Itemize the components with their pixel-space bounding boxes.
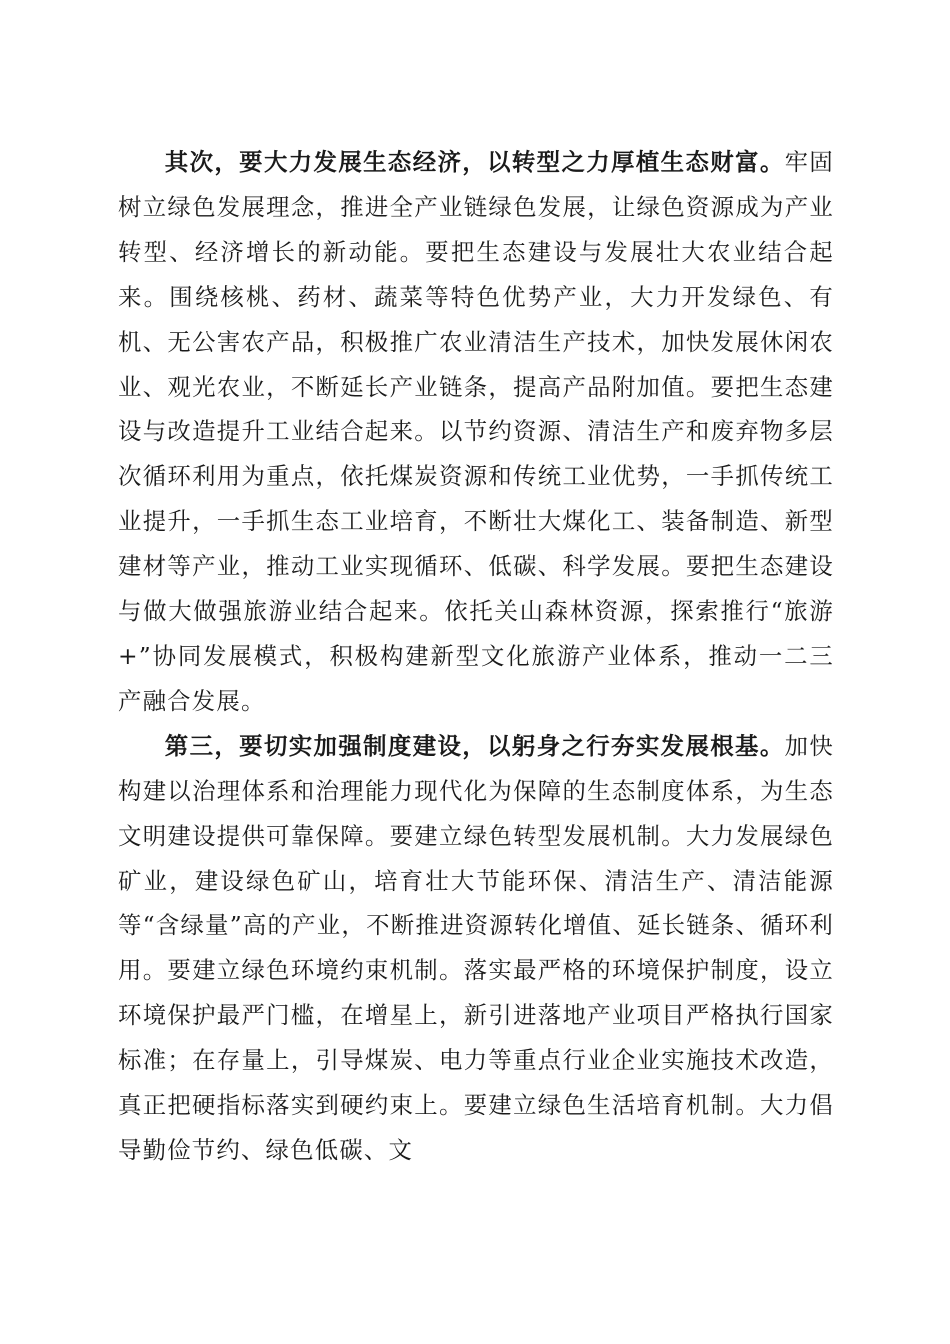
paragraph-text: 牢固树立绿色发展理念，推进全产业链绿色发展，让绿色资源成为产业转型、经济增长的新动能。要把生态建设与发展壮大农业结合起来。围绕核桃、药材、蔬菜等特色优势产业，大力开发绿色、有机、无公害农产品，积极推广农业清洁生产技术，加快发展休闲农业、观光农业，不断延长产业链条，提高产品附加值。要把生态建设与改造提升工业结合起来。以节约资源、清洁生产和废弃物多层次循环利用为重点，依托煤炭资源和传统工业优势，一手抓传统工业提升，一手抓生态工业培育，不断壮大煤化工、装备制造、新型建材等产业，推动工业实现循环、低碳、科学发展。要把生态建设与做大做强旅游业结合起来。依托关山森林资源，探索推行“旅游+”协同发展模式，积极构建新型文化旅游产业体系，推动一二三产融合发展。 (118, 148, 834, 715)
document-body (118, 140, 834, 1173)
paragraph-institution-building (118, 724, 834, 1173)
paragraph-text: 加快构建以治理体系和治理能力现代化为保障的生态制度体系，为生态文明建设提供可靠保障。要建立绿色转型发展机制。大力发展绿色矿业，建设绿色矿山，培育壮大节能环保、清洁生产、清洁能源等“含绿量”高的产业，不断推进资源转化增值、延长链条、循环利用。要建立绿色环境约束机制。落实最严格的环境保护制度，设立环境保护最严门槛，在增星上，新引进落地产业项目严格执行国家标准；在存量上，引导煤炭、电力等重点行业企业实施技术改造，真正把硬指标落实到硬约束上。要建立绿色生活培育机制。大力倡导勤俭节约、绿色低碳、文 (118, 731, 834, 1164)
paragraph-lead: 第三，要切实加强制度建设，以躬身之行夯实发展根基。 (164, 731, 785, 760)
paragraph-lead: 其次，要大力发展生态经济，以转型之力厚植生态财富。 (164, 148, 785, 176)
paragraph-ecological-economy (118, 140, 834, 724)
